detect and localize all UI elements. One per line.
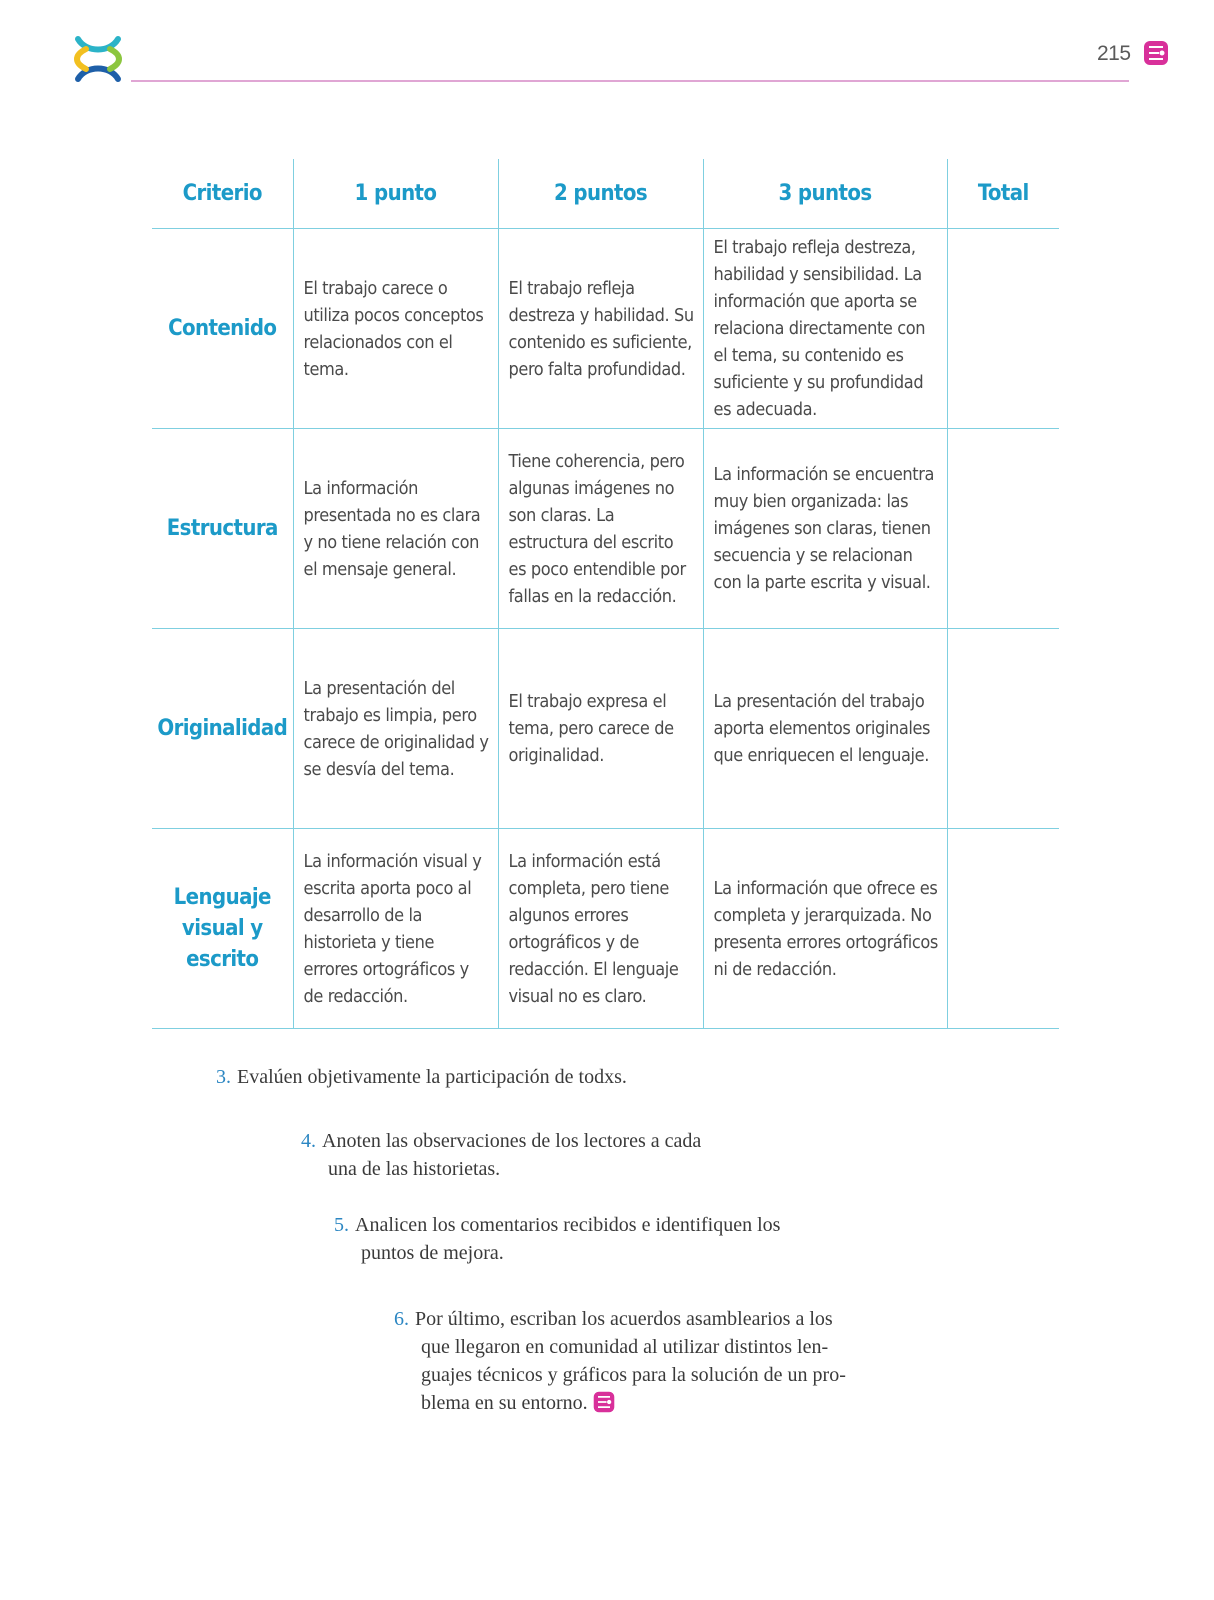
step-text-cont: puntos de mejora.	[361, 1242, 504, 1264]
step-text: Analicen los comentarios recibidos e identifiquen los	[355, 1214, 781, 1236]
score-1-cell: El trabajo carece o utiliza pocos conceptos relacionados con el tema.	[293, 229, 498, 429]
table-header-row	[152, 159, 1059, 229]
step-text: Anoten las observaciones de los lectores a cada	[322, 1130, 702, 1152]
header-total: Total	[947, 159, 1059, 229]
page-number: 215	[1097, 42, 1131, 65]
score-2-cell: Tiene coherencia, pero algunas imágenes no son claras. La estructura del escrito es poco entendible por fallas en la redacción.	[498, 429, 703, 629]
score-3-cell: La información que ofrece es completa y jerarquizada. No presenta errores ortográficos ni de redacción.	[703, 829, 947, 1029]
criterion-cell: Contenido	[152, 229, 293, 429]
table-row	[152, 629, 1059, 829]
score-2-cell: La información está completa, pero tiene algunos errores ortográficos y de redacción. El lenguaje visual no es claro.	[498, 829, 703, 1029]
step-number: 4.	[301, 1130, 316, 1152]
score-2-cell: El trabajo refleja destreza y habilidad. Su contenido es suficiente, pero falta profundidad.	[498, 229, 703, 429]
header-rule	[131, 80, 1129, 82]
step-6	[394, 1305, 846, 1417]
total-cell	[947, 629, 1059, 829]
step-text: Por último, escriban los acuerdos asamblearios a los	[415, 1308, 833, 1330]
score-1-cell: La presentación del trabajo es limpia, pero carece de originalidad y se desvía del tema.	[293, 629, 498, 829]
score-2-cell: El trabajo expresa el tema, pero carece de originalidad.	[498, 629, 703, 829]
score-1-cell: La información visual y escrita aporta poco al desarrollo de la historieta y tiene errores ortográficos y de redacción.	[293, 829, 498, 1029]
header-2-puntos: 2 puntos	[498, 159, 703, 229]
total-cell	[947, 229, 1059, 429]
step-3	[216, 1063, 627, 1091]
step-number: 5.	[334, 1214, 349, 1236]
step-number: 3.	[216, 1066, 231, 1088]
step-text-cont: una de las historietas.	[328, 1158, 501, 1180]
header-3-puntos: 3 puntos	[703, 159, 947, 229]
table-row	[152, 429, 1059, 629]
step-text: Evalúen objetivamente la participación de todxs.	[237, 1066, 627, 1088]
step-4	[301, 1127, 701, 1183]
header-1-punto: 1 punto	[293, 159, 498, 229]
step-5	[334, 1211, 780, 1267]
total-cell	[947, 829, 1059, 1029]
rubric-table	[152, 159, 1059, 1029]
header-criterio: Criterio	[152, 159, 293, 229]
step-number: 6.	[394, 1308, 409, 1330]
criterion-cell: Lenguaje visual y escrito	[152, 829, 293, 1029]
criterion-cell: Originalidad	[152, 629, 293, 829]
criterion-cell: Estructura	[152, 429, 293, 629]
step-text-cont: blema en su entorno.	[421, 1392, 588, 1414]
score-1-cell: La información presentada no es clara y no tiene relación con el mensaje general.	[293, 429, 498, 629]
table-row	[152, 829, 1059, 1029]
maya-glyph-icon	[1142, 39, 1170, 67]
total-cell	[947, 429, 1059, 629]
step-text-cont: que llegaron en comunidad al utilizar distintos len-	[421, 1336, 829, 1358]
score-3-cell: El trabajo refleja destreza, habilidad y sensibilidad. La información que aporta se relaciona directamente con el tema, su contenido es suficiente y su profundidad es adecuada.	[703, 229, 947, 429]
community-logo-icon	[72, 33, 124, 85]
step-text-cont: guajes técnicos y gráficos para la solución de un pro-	[421, 1364, 846, 1386]
score-3-cell: La presentación del trabajo aporta elementos originales que enriquecen el lenguaje.	[703, 629, 947, 829]
maya-glyph-icon	[592, 1390, 616, 1414]
table-row	[152, 229, 1059, 429]
score-3-cell: La información se encuentra muy bien organizada: las imágenes son claras, tienen secuencia y se relacionan con la parte escrita y visual.	[703, 429, 947, 629]
